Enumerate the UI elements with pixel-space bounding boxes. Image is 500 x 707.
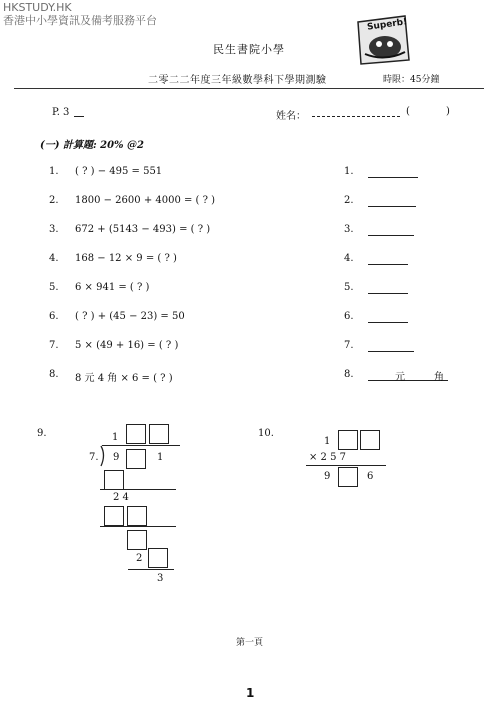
question-expression: 6 × 941 = ( ? )	[75, 282, 150, 293]
question-9-number: 9.	[37, 428, 47, 439]
q9-step-line	[100, 526, 176, 527]
time-limit: 時限：45分鐘	[383, 75, 440, 85]
unit-jiao: 角	[434, 372, 444, 383]
question-number: 1.	[49, 166, 59, 177]
q9-row-digits: 2 4	[113, 492, 129, 503]
q9-dividend-digit: 9	[113, 452, 120, 463]
answer-number: 4.	[344, 253, 354, 264]
answer-line[interactable]	[368, 177, 418, 178]
question-number: 6.	[49, 311, 59, 322]
superb-stamp-icon	[355, 14, 411, 66]
class-number-paren-close: )	[446, 106, 450, 117]
q9-dividend-digit: 1	[157, 452, 164, 463]
question-10-number: 10.	[258, 428, 274, 439]
question-number: 3.	[49, 224, 59, 235]
answer-line[interactable]	[368, 351, 414, 352]
q9-step-line	[100, 489, 176, 490]
q9-quotient-box[interactable]	[149, 424, 169, 444]
q10-result-digit: 9	[324, 471, 331, 482]
q9-division-bar	[102, 445, 180, 446]
answer-line[interactable]	[368, 264, 408, 265]
class-field[interactable]	[74, 116, 84, 117]
question-number: 4.	[49, 253, 59, 264]
name-field[interactable]	[312, 116, 400, 117]
answer-number: 8.	[344, 369, 354, 380]
unit-yuan: 元	[395, 372, 405, 383]
q9-step-box[interactable]	[104, 470, 124, 490]
school-name: 民生書院小學	[213, 43, 285, 56]
question-expression: 5 × (49 + 16) = ( ? )	[75, 340, 179, 351]
answer-line[interactable]	[368, 293, 408, 294]
question-number: 2.	[49, 195, 59, 206]
answer-number: 5.	[344, 282, 354, 293]
answer-number: 1.	[344, 166, 354, 177]
q9-row-digit: 2	[136, 553, 143, 564]
question-expression: 1800 − 2600 + 4000 = ( ? )	[75, 195, 216, 206]
exam-title: 二零二二年度三年級數學科下學期測驗	[148, 75, 327, 86]
q10-multiplicand-box[interactable]	[360, 430, 380, 450]
question-expression: 672 + (5143 − 493) = ( ? )	[75, 224, 211, 235]
question-expression: ( ? ) − 495 = 551	[75, 166, 163, 177]
q9-step-box[interactable]	[104, 506, 124, 526]
question-expression: 168 − 12 × 9 = ( ? )	[75, 253, 177, 264]
stamp-text: Superb!	[366, 17, 408, 33]
question-number: 8.	[49, 369, 59, 380]
page-number: 1	[246, 686, 255, 700]
q9-dividend-box[interactable]	[126, 449, 146, 469]
q10-top-digit: 1	[324, 436, 331, 447]
answer-number: 2.	[344, 195, 354, 206]
page-label: 第一頁	[236, 638, 264, 648]
q10-result-digit: 6	[367, 471, 374, 482]
answer-number: 7.	[344, 340, 354, 351]
question-number: 5.	[49, 282, 59, 293]
q9-remainder: 3	[157, 573, 164, 584]
q9-divisor: 7.	[89, 452, 99, 463]
q9-step-line	[128, 569, 174, 570]
watermark-tagline: 香港中小學資訊及備考服務平台	[3, 14, 157, 27]
class-number-paren-open: (	[406, 106, 410, 117]
header-divider	[14, 88, 484, 89]
q10-multiplier: × 2 5 7	[309, 452, 347, 463]
section-title: (一) 計算題: 20% @2	[40, 140, 144, 151]
answer-line[interactable]	[368, 206, 416, 207]
answer-line[interactable]	[368, 322, 408, 323]
answer-line[interactable]	[368, 235, 414, 236]
watermark-site: HKSTUDY.HK	[3, 1, 72, 14]
question-expression: ( ? ) + (45 − 23) = 50	[75, 311, 185, 322]
answer-number: 3.	[344, 224, 354, 235]
q10-multiplicand-box[interactable]	[338, 430, 358, 450]
q9-step-box[interactable]	[127, 506, 147, 526]
q9-step-box[interactable]	[148, 548, 168, 568]
q9-quotient-digit: 1	[112, 432, 119, 443]
q9-quotient-box[interactable]	[126, 424, 146, 444]
class-label: P. 3	[52, 107, 70, 118]
question-expression: 8 元 4 角 × 6 = ( ? )	[75, 373, 173, 384]
answer-number: 6.	[344, 311, 354, 322]
q9-step-box[interactable]	[127, 530, 147, 550]
q10-product-line	[306, 465, 386, 466]
name-label: 姓名：	[276, 111, 306, 122]
q10-result-box[interactable]	[338, 467, 358, 487]
question-number: 7.	[49, 340, 59, 351]
